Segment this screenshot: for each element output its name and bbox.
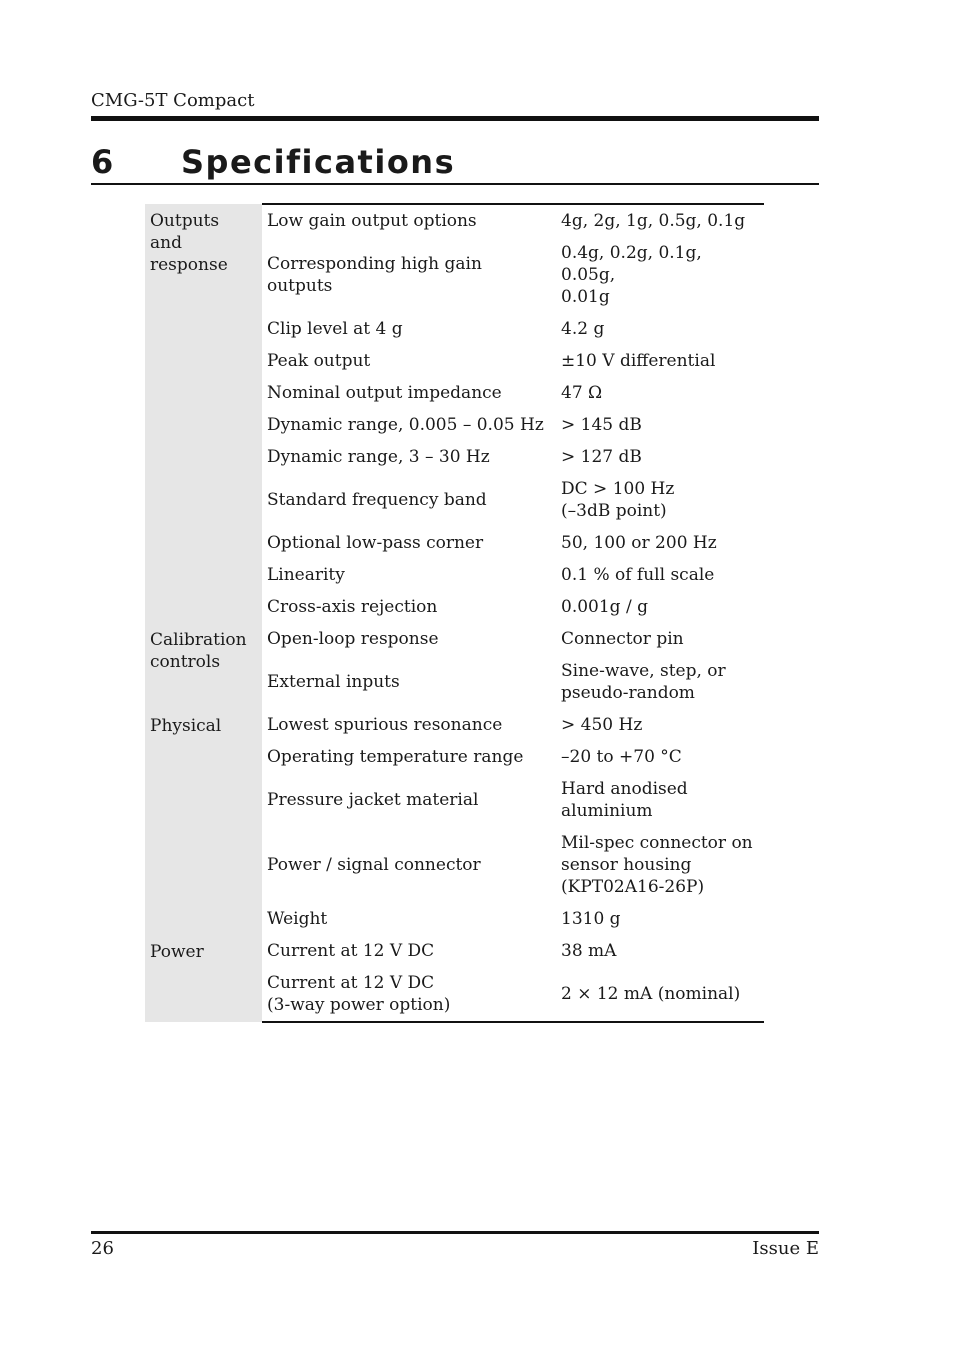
parameter-cell: Pressure jacket material	[267, 790, 479, 810]
value-cell: –20 to +70 °C	[561, 747, 682, 767]
parameter-cell: Peak output	[267, 351, 371, 371]
table-row	[145, 204, 764, 237]
parameter-cell: Cross-axis rejection	[267, 597, 438, 617]
value-cell: 50, 100 or 200 Hz	[561, 533, 717, 553]
value-cell: 0.001g / g	[561, 597, 648, 617]
parameter-cell: Dynamic range, 3 – 30 Hz	[267, 447, 490, 467]
value-cell: DC > 100 Hz (–3dB point)	[561, 479, 675, 521]
chapter-title: Specifications	[181, 143, 456, 181]
value-cell: 47 Ω	[561, 383, 603, 403]
parameter-cell: Operating temperature range	[267, 747, 524, 767]
specifications-table-body	[145, 204, 764, 1022]
header-rule	[91, 116, 819, 121]
table-row	[145, 935, 764, 967]
parameter-cell: Open-loop response	[267, 629, 439, 649]
specifications-table	[145, 203, 764, 1023]
table-row	[145, 623, 764, 655]
value-cell: 0.1 % of full scale	[561, 565, 715, 585]
issue-label: Issue E	[752, 1238, 819, 1259]
parameter-cell: Standard frequency band	[267, 490, 487, 510]
group-label: Outputs and response	[145, 204, 262, 623]
value-cell: Mil-spec connector on sensor housing (KPT02A16-26P)	[561, 833, 753, 897]
value-cell: 38 mA	[561, 941, 617, 961]
chapter-heading	[91, 143, 819, 181]
value-cell: Connector pin	[561, 629, 684, 649]
value-cell: Sine-wave, step, or pseudo-random	[561, 661, 726, 703]
value-cell: 1310 g	[561, 909, 621, 929]
parameter-cell: Corresponding high gain outputs	[267, 254, 482, 296]
value-cell: 4g, 2g, 1g, 0.5g, 0.1g	[553, 204, 764, 237]
parameter-cell: Low gain output options	[262, 204, 553, 237]
parameter-cell: Clip level at 4 g	[267, 319, 403, 339]
parameter-cell: Power / signal connector	[267, 855, 481, 875]
value-cell: ±10 V differential	[561, 351, 716, 371]
group-label: Physical	[145, 709, 262, 935]
parameter-cell: Current at 12 V DC	[267, 941, 435, 961]
value-cell: 0.4g, 0.2g, 0.1g, 0.05g, 0.01g	[561, 243, 702, 307]
value-cell: > 127 dB	[561, 447, 642, 467]
parameter-cell: Weight	[267, 909, 328, 929]
parameter-cell: Current at 12 V DC (3-way power option)	[262, 967, 553, 1022]
chapter-rule	[91, 183, 819, 185]
value-cell: Hard anodised aluminium	[561, 779, 688, 821]
table-row	[145, 709, 764, 741]
parameter-cell: Lowest spurious resonance	[267, 715, 503, 735]
parameter-cell: Nominal output impedance	[267, 383, 502, 403]
value-cell: 4.2 g	[561, 319, 605, 339]
value-cell: > 450 Hz	[561, 715, 643, 735]
running-header: CMG-5T Compact	[91, 90, 255, 111]
value-cell: > 145 dB	[561, 415, 642, 435]
value-cell: 2 × 12 mA (nominal)	[553, 967, 764, 1022]
parameter-cell: Dynamic range, 0.005 – 0.05 Hz	[267, 415, 544, 435]
chapter-number: 6	[91, 143, 115, 181]
page-number: 26	[91, 1238, 114, 1259]
parameter-cell: External inputs	[267, 672, 400, 692]
group-label: Power	[145, 935, 262, 1022]
parameter-cell: Optional low-pass corner	[267, 533, 484, 553]
footer-rule	[91, 1231, 819, 1234]
group-label: Calibration controls	[145, 623, 262, 709]
parameter-cell: Linearity	[267, 565, 345, 585]
